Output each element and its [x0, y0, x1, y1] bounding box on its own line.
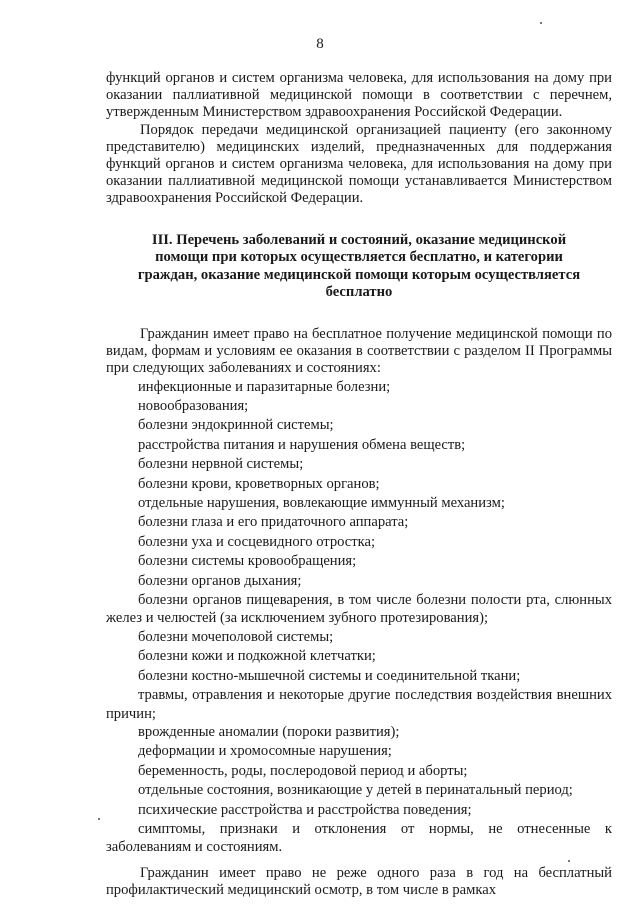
- list-item: болезни системы кровообращения;: [138, 553, 357, 570]
- list-item: расстройства питания и нарушения обмена веществ;: [138, 436, 466, 453]
- list-item: психические расстройства и расстройства поведения;: [138, 801, 472, 818]
- list-item: беременность, роды, послеродовой период и аборты;: [138, 762, 468, 779]
- list-item: болезни эндокринной системы;: [138, 417, 334, 434]
- list-item: отдельные нарушения, вовлекающие иммунный механизм;: [138, 495, 505, 512]
- scan-speck: [540, 22, 542, 24]
- list-item: болезни органов пищеварения, в том числе болезни полости рта, слюнных желез и челюстей (за исключением зубного протезирования);: [106, 592, 612, 627]
- page-number: 8: [316, 36, 324, 52]
- list-item: болезни уха и сосцевидного отростка;: [138, 533, 376, 550]
- list-item: болезни костно-мышечной системы и соединительной ткани;: [138, 667, 521, 684]
- list-item: врожденные аномалии (пороки развития);: [138, 723, 400, 740]
- list-item: инфекционные и паразитарные болезни;: [138, 378, 391, 395]
- list-item: болезни нервной системы;: [138, 456, 304, 473]
- list-item: новообразования;: [138, 398, 249, 415]
- document-body: [106, 70, 612, 899]
- list-item: болезни кожи и подкожной клетчатки;: [138, 648, 376, 665]
- section-heading: III. Перечень заболеваний и состояний, оказание медицинской помощи при которых осуществляется бесплатно, и категории граждан, оказание медицинской помощи которым осуществляется бесплатно: [137, 231, 581, 301]
- list-item: травмы, отравления и некоторые другие последствия воздействия внешних причин;: [106, 687, 612, 722]
- paragraph-closing: Гражданин имеет право не реже одного раза в год на бесплатный профилактический медицинский осмотр, в том числе в рамках: [106, 864, 612, 898]
- spacer: [106, 857, 612, 865]
- list-item: симптомы, признаки и отклонения от нормы, не отнесенные к заболеваниям и состояниям.: [106, 820, 612, 856]
- conditions-list: [106, 378, 612, 857]
- scan-speck: [98, 818, 100, 820]
- list-item: болезни мочеполовой системы;: [138, 628, 334, 645]
- list-item: болезни органов дыхания;: [138, 572, 302, 589]
- paragraph-transfer-order: Порядок передачи медицинской организацией пациенту (его законному представителю) медицинских изделий, предназначенных для поддержания функций органов и систем организма человека, для использования на дому при оказании паллиативной медицинской помощи устанавливается Министерством здравоохранения Российской Федерации.: [106, 121, 612, 207]
- list-item: деформации и хромосомные нарушения;: [138, 743, 392, 760]
- scan-speck: [568, 860, 570, 862]
- list-item: болезни крови, кроветворных органов;: [138, 475, 380, 492]
- list-item: болезни глаза и его придаточного аппарата;: [138, 514, 409, 531]
- paragraph-intro: Гражданин имеет право на бесплатное получение медицинской помощи по видам, формам и условиям ее оказания в соответствии с разделом II Программы при следующих заболеваниях и состояниях:: [106, 326, 612, 377]
- paragraph-continuation: функций органов и систем организма человека, для использования на дому при оказании паллиативной медицинской помощи в соответствии с перечнем, утвержденным Министерством здравоохранения Российской Федерации.: [106, 70, 612, 121]
- list-item: отдельные состояния, возникающие у детей в перинатальный период;: [138, 782, 573, 799]
